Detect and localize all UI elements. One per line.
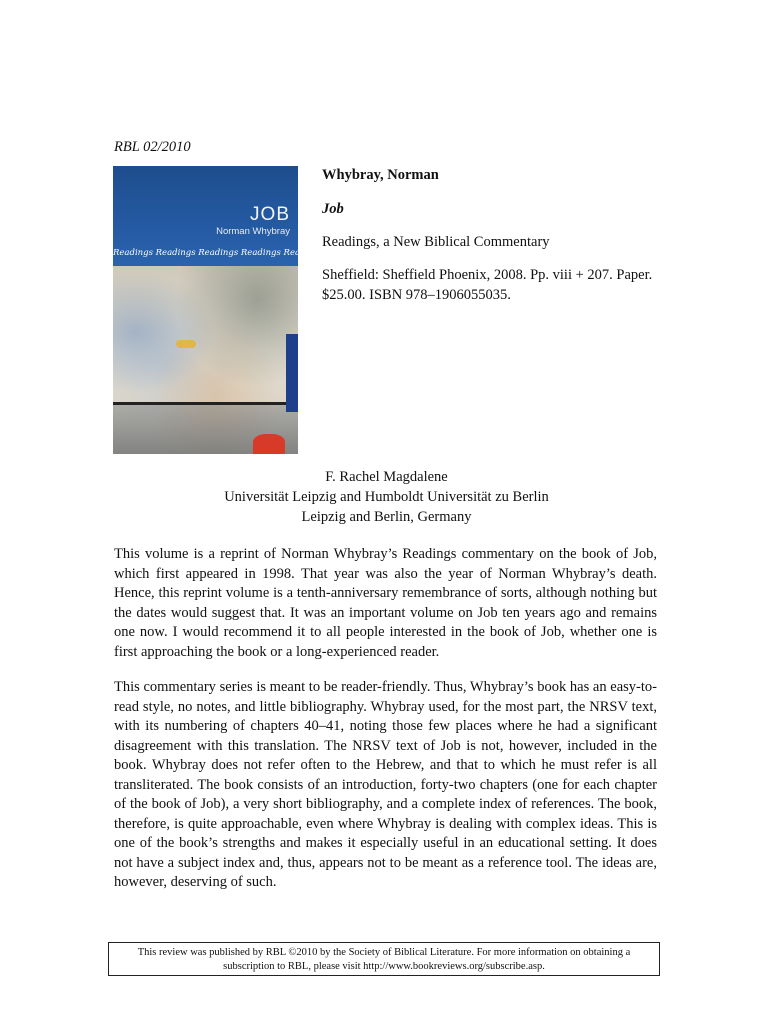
review-paragraph: This volume is a reprint of Norman Whybray’s Readings commentary on the book of Job, which first appeared in 1998. That year was also the year of Norman Whybray’s death. Hence, this reprint volume is a tenth-anniversary remembrance of sorts, although nothing but the dates would suggest that. It was an important volume on Job ten years ago and remains one now. I would recommend it to all people interested in the book of Job, whether one is first approaching the book or a long-experienced reader.: [114, 546, 657, 660]
reviewer-affiliation: Universität Leipzig and Humboldt Universität zu Berlin: [224, 489, 549, 505]
issue-label: RBL 02/2010: [114, 139, 191, 155]
review-paragraph: This commentary series is meant to be reader-friendly. Thus, Whybray’s book has an easy-to-read style, no notes, and little bibliography. Whybray used, for the most part, the NRSV text, with its numbering of chapters 40–41, noting those few places where he had a significant disagreement with this translation. The NRSV text of Job is not, however, included in the book. Whybray does not refer often to the Hebrew, and that to which he must refer is all transliterated. The book consists of an introduction, forty-two chapters (one for each chapter of the book of Job), a very short bibliography, and a complete index of references. The book, therefore, is quite approachable, even where Whybray is dealing with complex ideas. This is one of the book’s strengths and makes it especially useful in an educational setting. It does not have a subject index and, thus, appears not to be meant as a reference tool. The ideas are, however, deserving of such.: [114, 679, 657, 890]
copyright-footer: [108, 942, 660, 976]
cover-artwork-line: [113, 402, 298, 405]
cover-series-strip: Readings Readings Readings Readings Readings Readings: [113, 248, 367, 258]
reviewer-name: F. Rachel Magdalene: [325, 469, 448, 485]
footer-line: This review was published by RBL ©2010 by the Society of Biblical Literature. For more information on obtaining a: [137, 947, 631, 958]
cover-title: JOB: [250, 204, 290, 225]
book-author: Whybray, Norman: [322, 167, 439, 183]
footer-line: subscription to RBL, please visit http://www.bookreviews.org/subscribe.asp.: [223, 961, 545, 972]
book-publication-details: Sheffield: Sheffield Phoenix, 2008. Pp. viii + 207. Paper. $25.00. ISBN 978–1906055035.: [322, 267, 653, 303]
book-title: Job: [322, 201, 344, 217]
cover-artwork-red-mark: [253, 434, 285, 454]
cover-artwork-blue-bar: [286, 334, 298, 412]
reviewer-block: [114, 467, 659, 527]
cover-artwork-yellow-mark: [176, 340, 196, 348]
book-cover-image: [113, 166, 367, 454]
book-series: Readings, a New Biblical Commentary: [322, 234, 550, 250]
reviewer-location: Leipzig and Berlin, Germany: [301, 509, 472, 525]
cover-author: Norman Whybray: [216, 226, 290, 237]
